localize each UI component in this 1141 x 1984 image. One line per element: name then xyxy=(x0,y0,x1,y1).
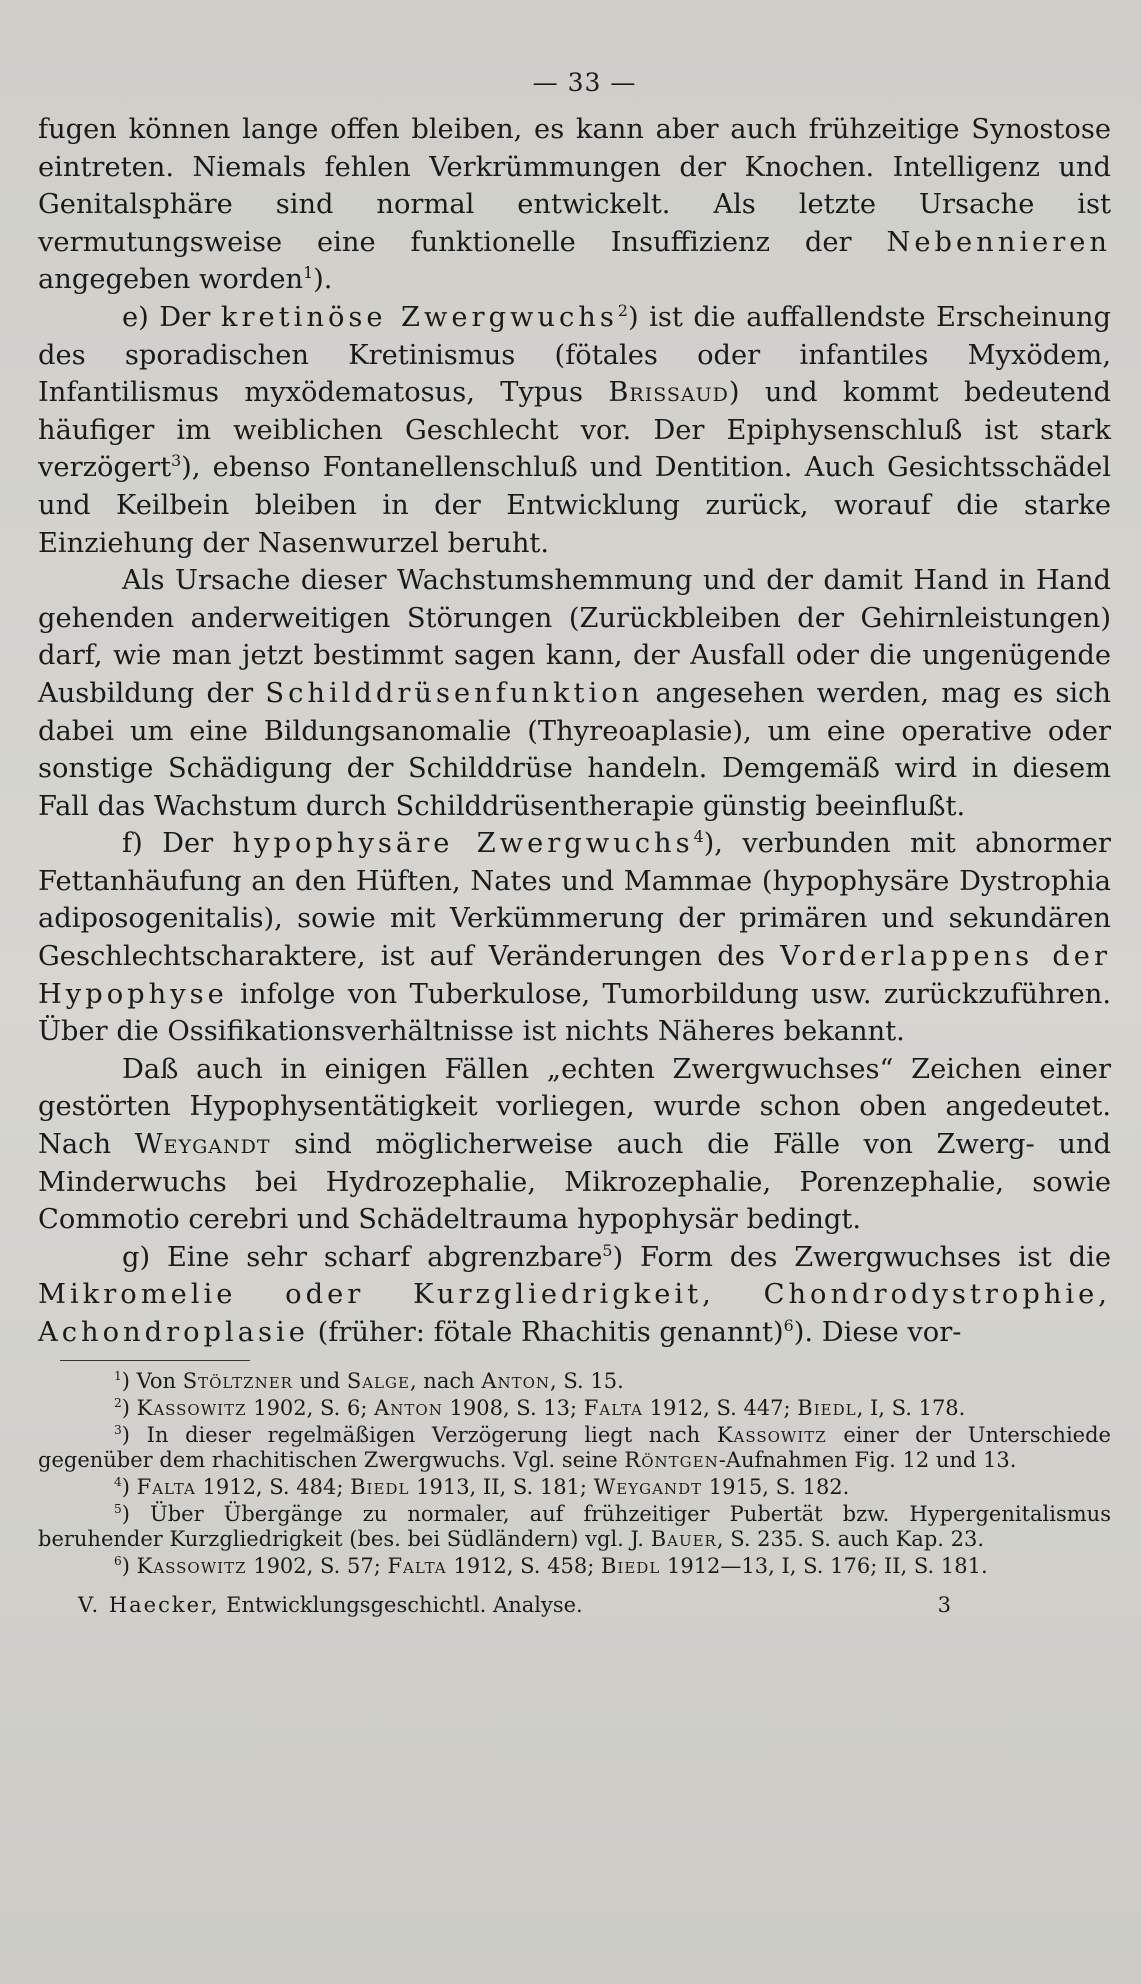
footnote-ref-1: 1 xyxy=(303,263,314,283)
footnote-1: $^1$) Von Stöltzner und Salge, nach Anton, S. 15. xyxy=(114,1368,624,1393)
author-name: Brissaud xyxy=(608,377,729,409)
main-text xyxy=(38,111,1111,1352)
footer-imprint xyxy=(78,1593,583,1617)
footnote-ref-4: 4 xyxy=(693,827,704,847)
footnote-4: $^4$) Falta 1912, S. 484; Biedl 1913, II, S. 181; Weygandt 1915, S. 182. xyxy=(114,1474,850,1499)
signature-mark: 3 xyxy=(937,1592,951,1617)
page-number: — 33 — xyxy=(532,68,637,97)
footnotes xyxy=(38,1369,1111,1579)
footnote-divider xyxy=(60,1360,250,1361)
footnote-3: $^3$) In dieser regelmäßigen Verzögerung liegt nach Kassowitz einer der Unterschiede gegenüber dem rhachitischen Zwergwuchs. Vgl. seine Röntgen-Aufnahmen Fig. 12 und 13. xyxy=(38,1422,1111,1472)
spaced-term: hypophysäre Zwergwuchs xyxy=(232,828,694,860)
page-footer xyxy=(38,1593,1111,1617)
paragraph-4: f) Der hypophysäre Zwergwuchs$^4$), verbunden mit abnormer Fettanhäufung an den Hüften, Nates und Mammae (hypophysäre Dystrophia adiposogenitalis), sowie mit Verkümmerung der primären und sekundären Geschlechtscharaktere, ist auf Veränderungen des Vorderlappens der Hypophyse infolge von Tuberkulose, Tumorbildung usw. zurückzuführen. Über die Ossifikationsverhältnisse ist nichts Näheres bekannt. xyxy=(38,827,1111,1048)
author-name: Weygandt xyxy=(134,1129,271,1161)
paragraph-5: Daß auch in einigen Fällen „echten Zwergwuchses“ Zeichen einer gestörten Hypophysentätigkeit vorliegen, wurde schon oben angedeutet. Nach Weygandt sind möglicherweise auch die Fälle von Zwerg- und Minderwuchs bei Hydrozephalie, Mikrozephalie, Porenzephalie, sowie Commotio cerebri und Schädeltrauma hypophysär bedingt. xyxy=(38,1053,1111,1236)
spaced-term: Vorderlappens der Hypophyse xyxy=(38,941,1111,1010)
footer-title: Entwicklungsgeschichtl. Analyse. xyxy=(226,1592,583,1617)
paragraph-2: e) Der kretinöse Zwergwuchs$^2$) ist die auffallendste Erscheinung des sporadischen Kretinismus (fötales oder infantiles Myxödem, Infantilismus myxödematosus, Typus Brissaud) und kommt bedeutend häufiger im weiblichen Geschlecht vor. Der Epiphysenschluß ist stark verzögert$^3$), ebenso Fontanellenschluß und Dentition. Auch Gesichtsschädel und Keilbein bleiben in der Entwicklung zurück, worauf die starke Einziehung der Nasenwurzel beruht. xyxy=(38,300,1112,559)
footnote-ref-5: 5 xyxy=(602,1240,613,1260)
spaced-term: kretinöse Zwergwuchs xyxy=(220,301,618,333)
footnote-5: $^5$) Über Übergänge zu normaler, auf frühzeitiger Pubertät bzw. Hypergenitalismus beruhender Kurzgliedrigkeit (bes. bei Südländern) vgl. J. Bauer, S. 235. S. auch Kap. 23. xyxy=(38,1501,1111,1551)
paragraph-6: g) Eine sehr scharf abgrenzbare$^5$) Form des Zwergwuchses ist die Mikromelie oder Kurzgliedrigkeit, Chondrodystrophie, Achondroplasie (früher: fötale Rhachitis genannt)$^6$). Diese vor- xyxy=(38,1240,1111,1348)
paragraph-1: fugen können lange offen bleiben, es kann aber auch frühzeitige Synostose eintreten. Niemals fehlen Verkrümmungen der Knochen. Intelligenz und Genitalsphäre sind normal entwickelt. Als letzte Ursache ist vermutungsweise eine funktionelle Insuffizienz der Nebennieren angegeben worden$^1$). xyxy=(38,114,1111,296)
paragraph-3: Als Ursache dieser Wachstumshemmung und der damit Hand in Hand gehenden anderweitigen Störungen (Zurückbleiben der Gehirnleistungen) darf, wie man jetzt bestimmt sagen kann, der Ausfall oder die ungenügende Ausbildung der Schilddrüsenfunktion angesehen werden, mag es sich dabei um eine Bildungsanomalie (Thyreoaplasie), um eine operative oder sonstige Schädigung der Schilddrüse handeln. Demgemäß wird in diesem Fall das Wachstum durch Schilddrüsentherapie günstig beeinflußt. xyxy=(38,565,1111,822)
footnote-ref-6: 6 xyxy=(783,1315,794,1335)
footnote-2: $^2$) Kassowitz 1902, S. 6; Anton 1908, S. 13; Falta 1912, S. 447; Biedl, I, S. 178. xyxy=(114,1395,966,1420)
footnote-ref-3: 3 xyxy=(171,451,182,471)
footnote-6: $^6$) Kassowitz 1902, S. 57; Falta 1912, S. 458; Biedl 1912—13, I, S. 176; II, S. 181. xyxy=(114,1553,988,1578)
footer-author: V. Haecker, xyxy=(78,1592,220,1617)
spaced-term: Schilddrüsenfunktion xyxy=(265,677,644,709)
spaced-term: Nebennieren xyxy=(886,226,1111,258)
spaced-term: Mikromelie oder Kurzgliedrigkeit, Chondrodystrophie, Achondroplasie xyxy=(38,1279,1111,1348)
footnote-ref-2: 2 xyxy=(617,300,628,320)
